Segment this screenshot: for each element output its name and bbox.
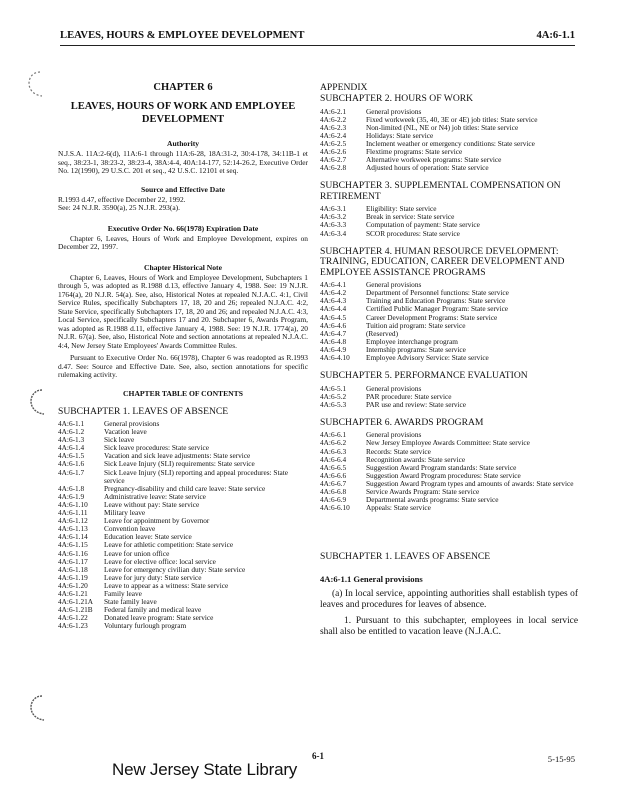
toc-section-number: 4A:6-4.2: [320, 288, 347, 298]
toc-section-title: Suggestion Award Program standards: State service: [366, 462, 517, 472]
toc-section-title: Inclement weather or emergency conditions: State service: [366, 138, 535, 148]
subchapter-4-toc: [320, 281, 578, 362]
toc-entry: [320, 164, 578, 172]
binder-hole-mark-top: [20, 68, 48, 100]
historical-note-text-2: Pursuant to Executive Order No. 66(1978), Chapter 6 was readopted as R.1993 d.47. See: Source and Effective Date. See, also, section annotations for specific rulemaking activity.: [58, 353, 308, 379]
toc-section-number: 4A:6-6.1: [320, 430, 347, 440]
toc-section-number: 4A:6-3.4: [320, 228, 347, 238]
toc-entry: [58, 582, 308, 590]
toc-entry: [320, 496, 578, 504]
toc-section-number: 4A:6-1.3: [58, 435, 85, 445]
toc-section-title: Career Development Programs: State service: [366, 312, 498, 322]
toc-section-title: Vacation and sick leave adjustments: State service: [104, 451, 251, 461]
toc-section-number: 4A:6-4.10: [320, 352, 350, 362]
subchapter-3-heading: SUBCHAPTER 3. SUPPLEMENTAL COMPENSATION ON RETIREMENT: [320, 180, 561, 202]
toc-section-title: Service Awards Program: State service: [366, 487, 480, 496]
header-rule: [60, 45, 575, 46]
authority-text: N.J.S.A. 11A:2-6(d), 11A:6-1 through 11A:6-28, 18A:31-2, 30:4-178, 34:11B-1 et seq., 38:23-1, 38:23-2, 38:23-4, 38A:4-4, 40A:14-177, 52:14-26.2, Executive Order No. 12(1990), 29 U.S.C. 201 et seq., 42 U.S.C. 12101 et seq.: [58, 149, 308, 175]
toc-entry: [320, 124, 578, 132]
toc-section-number: 4A:6-1.16: [58, 548, 88, 558]
toc-section-number: 4A:6-1.15: [58, 540, 88, 550]
toc-section-number: 4A:6-3.1: [320, 204, 347, 214]
toc-entry: [58, 420, 308, 428]
toc-section-title: Education leave: State service: [104, 532, 192, 542]
source-heading: Source and Effective Date: [140, 184, 225, 194]
toc-section-title: Family leave: [104, 588, 142, 598]
toc-section-number: 4A:6-1.10: [58, 499, 88, 509]
toc-entry: [320, 401, 578, 409]
source-text-2: See: 24 N.J.R. 3590(a), 25 N.J.R. 293(a).: [58, 203, 180, 212]
toc-section-number: 4A:6-1.6: [58, 459, 85, 469]
toc-section-number: 4A:6-2.2: [320, 114, 347, 124]
body-paragraph-1: 1. Pursuant to this subchapter, employees in local service shall also be entitled to vacation leave (N.J.A.C.: [320, 615, 578, 638]
toc-section-title: Federal family and medical leave: [104, 605, 202, 615]
toc-section-number: 4A:6-4.5: [320, 312, 347, 322]
toc-section-title: Leave for elective office: local service: [104, 556, 216, 566]
toc-section-number: 4A:6-2.3: [320, 122, 347, 132]
toc-section-number: 4A:6-1.23: [58, 621, 88, 631]
toc-section-title: General provisions: [366, 280, 422, 290]
toc-section-number: 4A:6-4.8: [320, 336, 347, 346]
toc-section-number: 4A:6-6.9: [320, 495, 347, 505]
toc-entry: [58, 501, 308, 509]
toc-section-number: 4A:6-1.8: [58, 483, 85, 493]
toc-section-title: General provisions: [366, 383, 422, 393]
toc-entry: [320, 322, 578, 330]
toc-entry: [320, 354, 578, 362]
toc-section-title: (Reserved): [366, 328, 399, 338]
toc-section-title: Computation of payment: State service: [366, 220, 480, 230]
toc-section-number: 4A:6-1.2: [58, 427, 85, 437]
toc-section-title: Alternative workweek programs: State service: [366, 155, 502, 165]
page-number: 6-1: [312, 751, 324, 761]
toc-section-title: Donated leave program: State service: [104, 613, 214, 623]
toc-section-title: General provisions: [104, 419, 160, 428]
subchapter-2-toc: [320, 108, 578, 173]
section-heading: 4A:6-1.1 General provisions: [320, 573, 423, 584]
toc-section-title: Military leave: [104, 508, 146, 518]
toc-section-number: 4A:6-1.21A: [58, 597, 94, 607]
toc-section-title: Convention leave: [104, 524, 156, 534]
toc-section-title: Departmental awards programs: State service: [366, 495, 499, 505]
header-title: LEAVES, HOURS & EMPLOYEE DEVELOPMENT: [60, 30, 305, 41]
toc-section-title: State family leave: [104, 597, 157, 607]
toc-section-title: Sick leave: [104, 435, 135, 445]
toc-section-number: 4A:6-2.7: [320, 155, 347, 165]
header-section-number: 4A:6-1.1: [536, 30, 575, 41]
toc-entry: [58, 428, 308, 436]
toc-entry: [58, 622, 308, 630]
toc-section-number: 4A:6-1.21B: [58, 605, 93, 615]
subchapter-1-toc: [58, 420, 308, 630]
toc-section-number: 4A:6-2.5: [320, 138, 347, 148]
toc-section-number: 4A:6-1.7: [58, 467, 85, 477]
chapter-title: LEAVES, HOURS OF WORK AND EMPLOYEE DEVELOPMENT: [70, 101, 296, 125]
toc-section-number: 4A:6-4.4: [320, 304, 347, 314]
toc-section-number: 4A:6-1.12: [58, 516, 88, 526]
toc-section-title: Sick Leave Injury (SLI) requirements: State service: [104, 459, 255, 469]
toc-section-number: 4A:6-5.3: [320, 399, 347, 409]
toc-section-title: Flextime programs: State service: [366, 146, 463, 156]
subchapter-1-heading: SUBCHAPTER 1. LEAVES OF ABSENCE: [58, 405, 229, 417]
toc-section-number: 4A:6-5.2: [320, 391, 347, 401]
toc-section-title: General provisions: [366, 106, 422, 116]
binder-hole-mark-middle: [22, 386, 50, 418]
toc-section-number: 4A:6-1.18: [58, 564, 88, 574]
toc-section-title: Certified Public Manager Program: State service: [366, 304, 509, 314]
toc-section-number: 4A:6-1.1: [58, 419, 85, 428]
toc-section-number: 4A:6-5.1: [320, 383, 347, 393]
subchapter-5-heading: SUBCHAPTER 5. PERFORMANCE EVALUATION: [320, 370, 528, 382]
toc-section-number: 4A:6-1.5: [58, 451, 85, 461]
subchapter-6-toc: [320, 431, 578, 512]
toc-section-title: Leave for appointment by Governor: [104, 516, 210, 526]
toc-section-title: Voluntary furlough program: [104, 621, 187, 631]
toc-section-title: Internship programs: State service: [366, 344, 466, 354]
subchapter-4-heading: SUBCHAPTER 4. HUMAN RESOURCE DEVELOPMENT: TRAINING, EDUCATION, CAREER DEVELOPMENT AND EMPLOYEE ASSISTANCE PROGRAMS: [320, 245, 565, 278]
toc-section-number: 4A:6-2.8: [320, 163, 347, 173]
toc-section-title: Records: State service: [366, 446, 431, 456]
toc-section-number: 4A:6-6.5: [320, 462, 347, 472]
toc-heading: CHAPTER TABLE OF CONTENTS: [123, 388, 243, 398]
toc-section-title: Sick Leave Injury (SLI) reporting and appeal procedures: State service: [104, 467, 288, 485]
toc-section-title: Administrative leave: State service: [104, 491, 206, 501]
subchapter-6-heading: SUBCHAPTER 6. AWARDS PROGRAM: [320, 416, 484, 428]
toc-section-number: 4A:6-2.6: [320, 146, 347, 156]
toc-section-number: 4A:6-6.4: [320, 454, 347, 464]
toc-section-number: 4A:6-2.4: [320, 130, 347, 140]
toc-section-number: 4A:6-4.9: [320, 344, 347, 354]
toc-section-number: 4A:6-4.1: [320, 280, 347, 290]
toc-section-title: Leave without pay: State service: [104, 499, 200, 509]
toc-section-number: 4A:6-1.14: [58, 532, 88, 542]
toc-section-number: 4A:6-6.8: [320, 487, 347, 496]
toc-section-title: Leave for emergency civilian duty: State service: [104, 564, 246, 574]
toc-entry: [320, 230, 578, 238]
toc-section-title: Sick leave procedures: State service: [104, 443, 209, 453]
toc-section-title: Leave for jury duty: State service: [104, 572, 202, 582]
left-column: [58, 82, 308, 630]
library-stamp: New Jersey State Library: [112, 760, 298, 779]
subchapter-2-heading: SUBCHAPTER 2. HOURS OF WORK: [320, 93, 474, 104]
toc-section-number: 4A:6-2.1: [320, 106, 347, 116]
toc-section-title: PAR use and review: State service: [366, 399, 467, 409]
toc-section-title: Employee interchange program: [366, 336, 458, 346]
toc-section-title: Leave for athletic competition: State service: [104, 540, 234, 550]
right-column: [320, 82, 578, 639]
toc-section-title: Pregnancy-disability and child care leave: State service: [104, 483, 266, 493]
toc-section-number: 4A:6-3.3: [320, 220, 347, 230]
toc-section-title: Break in service: State service: [366, 212, 455, 222]
executive-order-heading: Executive Order No. 66(1978) Expiration Date: [107, 223, 259, 233]
historical-note-text-1: Chapter 6, Leaves, Hours of Work and Employee Development, Subchapters 1 through 5, was adopted as R.1988 d.13, effective January 4, 1988. See: 19 N.J.R. 1764(a), 20 N.J.R. 54(a). See, also, Historical Notes at repealed N.J.A.C. 4:1, Civil Service Rules, specifically Subchapters 17, 18, 20 and 26; repealed N.J.A.C. 4:2, State Service, specifically Subchapters 17, 18, 20 and 26; and repealed N.J.A.C. 4:3, Local Service, specifically Subchapters 17 and 20. Subchapter 6, Awards Program, was adopted as R.1988 d.11, effective January 4, 1988. See: 19 N.J.R. 1774(a), 20 N.J.R. 67(a). See, also, Historical Note and section annotations at repealed N.J.A.C. 4:4, New Jersey State Employees' Awards Committee Rules.: [58, 272, 308, 350]
toc-section-number: 4A:6-6.7: [320, 478, 347, 488]
toc-section-title: Department of Personnel functions: State service: [366, 288, 509, 298]
binder-hole-mark-bottom: [22, 692, 50, 724]
toc-section-title: General provisions: [366, 430, 422, 440]
toc-section-number: 4A:6-6.3: [320, 446, 347, 456]
subchapter-3-toc: [320, 205, 578, 237]
body-paragraph-a: (a) In local service, appointing authorities shall establish types of leaves and procedures for leaves of absence.: [320, 588, 578, 611]
running-header: [60, 30, 575, 41]
toc-section-title: Fixed workweek (35, 40, 3E or 4E) job titles: State service: [366, 114, 538, 124]
historical-note-heading: Chapter Historical Note: [144, 262, 222, 272]
toc-section-number: 4A:6-4.7: [320, 328, 347, 338]
toc-section-number: 4A:6-1.13: [58, 524, 88, 534]
toc-section-title: SCOR procedures: State service: [366, 228, 460, 238]
toc-entry: [58, 469, 308, 485]
toc-section-title: Non-limited (NL, NE or N4) job titles: State service: [366, 122, 519, 132]
toc-section-title: New Jersey Employee Awards Committee: State service: [366, 438, 530, 448]
toc-section-number: 4A:6-1.11: [58, 508, 88, 518]
chapter-number: CHAPTER 6: [153, 82, 213, 93]
toc-entry: [58, 590, 308, 598]
subchapter-5-toc: [320, 385, 578, 409]
toc-section-number: 4A:6-6.6: [320, 470, 347, 480]
toc-section-number: 4A:6-1.22: [58, 613, 88, 623]
toc-section-number: 4A:6-1.4: [58, 443, 85, 453]
toc-section-title: Suggestion Award Program procedures: State service: [366, 470, 521, 480]
toc-entry: [58, 517, 308, 525]
toc-section-number: 4A:6-3.2: [320, 212, 347, 222]
toc-section-title: Leave to appear as a witness: State service: [104, 580, 229, 590]
toc-section-number: 4A:6-1.9: [58, 491, 85, 501]
toc-section-number: 4A:6-1.20: [58, 580, 88, 590]
toc-section-number: 4A:6-6.2: [320, 438, 347, 448]
toc-section-title: Vacation leave: [104, 427, 147, 437]
authority-heading: Authority: [166, 139, 200, 148]
toc-entry: [58, 541, 308, 549]
toc-section-title: Suggestion Award Program types and amounts of awards: State service: [366, 478, 574, 488]
toc-section-title: Tuition aid program: State service: [366, 320, 466, 330]
toc-section-title: Eligibility: State service: [366, 204, 437, 214]
executive-order-text: Chapter 6, Leaves, Hours of Work and Employee Development, expires on December 22, 1997.: [58, 233, 308, 251]
toc-section-title: Holidays: State service: [366, 130, 434, 140]
toc-section-title: Employee Advisory Service: State service: [366, 352, 489, 362]
toc-section-title: Training and Education Programs: State service: [366, 296, 506, 306]
toc-section-number: 4A:6-6.10: [320, 503, 350, 513]
toc-section-number: 4A:6-4.3: [320, 296, 347, 306]
toc-section-title: Appeals: State service: [366, 503, 431, 513]
toc-section-number: 4A:6-1.21: [58, 588, 88, 598]
toc-section-number: 4A:6-4.6: [320, 320, 347, 330]
toc-section-title: PAR procedure: State service: [366, 391, 452, 401]
source-text-1: R.1993 d.47, effective December 22, 1992.: [58, 194, 186, 204]
toc-entry: [320, 439, 578, 447]
toc-entry: [320, 504, 578, 512]
appendix-label: APPENDIX: [320, 82, 368, 93]
toc-section-number: 4A:6-1.17: [58, 556, 88, 566]
toc-section-title: Recognition awards: State service: [366, 454, 466, 464]
toc-section-number: 4A:6-1.19: [58, 572, 88, 582]
page-date: 5-15-95: [547, 754, 575, 764]
toc-section-title: Adjusted hours of operation: State service: [366, 163, 489, 173]
body-subchapter-1-heading: SUBCHAPTER 1. LEAVES OF ABSENCE: [320, 551, 491, 563]
toc-section-title: Leave for union office: [104, 548, 170, 558]
